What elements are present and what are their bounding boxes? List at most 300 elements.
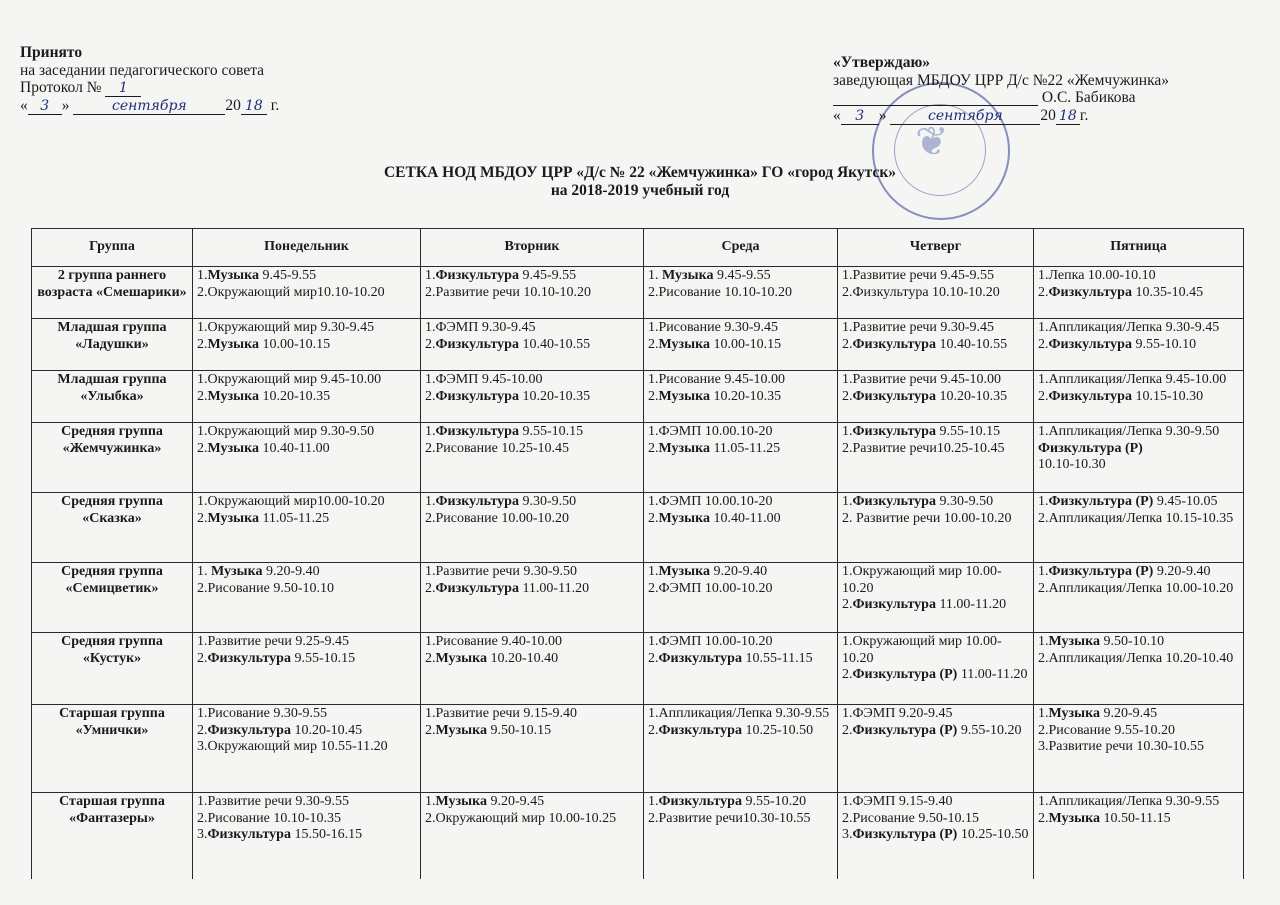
document-title: [0, 164, 1280, 200]
activity-text: 1.: [425, 494, 436, 509]
schedule-cell-thursday: [838, 793, 1034, 879]
activity-line: [425, 794, 639, 811]
activity-text: 10.40-10.55: [518, 336, 591, 352]
header-thursday: Четверг: [838, 229, 1034, 267]
head-name: О.С. Бабикова: [1041, 89, 1136, 106]
activity-text: 1.: [648, 794, 659, 809]
activity-text: 10.20-10.45: [290, 722, 363, 738]
activity-text: 1.ФЭМП 10.00-10.20: [648, 634, 773, 649]
activity-line: [1038, 651, 1239, 668]
activity-text: 9.45-10.05: [1153, 494, 1218, 509]
activity-name-bold: Музыка: [1048, 810, 1100, 826]
activity-text: 9.45-9.55: [713, 268, 771, 283]
activity-line: [842, 268, 1029, 285]
activity-name-bold: Физкультура (Р): [1048, 494, 1154, 509]
table-body: [32, 267, 1244, 879]
activity-name-bold: Музыка: [211, 564, 263, 579]
activity-line: [842, 389, 1029, 406]
activity-text: 2.: [648, 510, 659, 526]
activity-text: 9.55-10.20: [957, 722, 1022, 738]
activity-line: [1038, 337, 1239, 354]
activity-text: 1.ФЭМП 10.00.10-20: [648, 424, 773, 439]
activity-text: 2.: [1038, 284, 1049, 300]
activity-name-bold: Физкультура: [658, 650, 742, 666]
activity-line: [425, 651, 639, 668]
approve-date-year: 18: [1056, 109, 1080, 125]
activity-text: 2.Развитие речи10.30-10.55: [648, 810, 811, 826]
activity-text: 2.Аппликация/Лепка 10.15-10.35: [1038, 510, 1234, 526]
schedule-cell-monday: [193, 563, 421, 633]
activity-line: [197, 424, 416, 441]
activity-text: 1.Окружающий мир 10.00-10.20: [842, 634, 1002, 666]
activity-text: 3.Окружающий мир 10.55-11.20: [197, 739, 388, 754]
activity-name-bold: Физкультура: [435, 388, 519, 404]
activity-line: [1038, 424, 1239, 441]
activity-text: 1.Развитие речи 9.25-9.45: [197, 634, 350, 649]
activity-text: 2.: [1038, 336, 1049, 352]
activity-name-bold: Физкультура: [207, 827, 291, 842]
activity-line: [842, 706, 1029, 723]
activity-line: [842, 811, 1029, 828]
approve-date-day: 3: [841, 109, 879, 125]
table-row: [32, 793, 1244, 879]
left-approval-block: [20, 44, 279, 115]
activity-line: [197, 268, 416, 285]
schedule-cell-friday: [1034, 563, 1244, 633]
approval-title: Принято: [20, 44, 83, 61]
header-tuesday: Вторник: [421, 229, 644, 267]
activity-name-bold: Музыка: [1048, 706, 1100, 721]
activity-name-bold: Музыка: [207, 336, 259, 352]
activity-name-bold: Музыка: [658, 336, 710, 352]
activity-name-bold: Музыка: [207, 510, 259, 526]
activity-name-bold: Музыка: [658, 564, 710, 579]
activity-line: [197, 581, 416, 598]
activity-line: [425, 320, 639, 337]
activity-line: [648, 634, 833, 651]
activity-text: 1.Окружающий мир 10.00-10.20: [842, 564, 1002, 596]
schedule-cell-tuesday: [421, 563, 644, 633]
activity-name-bold: Физкультура: [852, 494, 936, 509]
activity-line: [197, 651, 416, 668]
activity-text: 1.: [425, 268, 436, 283]
activity-name-bold: Физкультура (Р): [1038, 440, 1143, 456]
activity-line: [1038, 706, 1239, 723]
activity-text: 11.00-11.20: [957, 667, 1028, 682]
activity-text: 1.Аппликация/Лепка 9.30-9.50: [1038, 424, 1220, 439]
activity-name-bold: Физкультура: [435, 494, 519, 509]
activity-text: 10.40-11.00: [709, 510, 781, 526]
activity-text: 10.20-10.35: [709, 388, 782, 404]
schedule-cell-wednesday: [644, 793, 838, 879]
activity-line: [425, 581, 639, 598]
activity-text: 3.: [842, 827, 853, 842]
activity-name-bold: Физкультура (Р): [852, 722, 958, 738]
activity-text: 1.: [1038, 564, 1049, 579]
activity-name-bold: Музыка: [207, 268, 259, 283]
activity-text: 10.50-11.15: [1099, 810, 1171, 826]
schedule-cell-thursday: [838, 493, 1034, 563]
activity-text: 1.: [648, 268, 662, 283]
header-friday: Пятница: [1034, 229, 1244, 267]
schedule-cell-friday: [1034, 267, 1244, 319]
schedule-cell-wednesday: [644, 267, 838, 319]
schedule-cell-thursday: [838, 319, 1034, 371]
protocol-number: 1: [105, 81, 141, 97]
activity-line: [197, 706, 416, 723]
schedule-cell-tuesday: [421, 633, 644, 705]
activity-text: 3.: [197, 827, 208, 842]
activity-text: 2.Аппликация/Лепка 10.20-10.40: [1038, 650, 1234, 666]
activity-text: 1.Окружающий мир 9.45-10.00: [197, 372, 382, 387]
activity-text: 9.45-9.55: [258, 268, 317, 283]
activity-text: 2.: [1038, 810, 1049, 826]
schedule-cell-tuesday: [421, 493, 644, 563]
activity-text: 2.Физкультура 10.10-10.20: [842, 284, 1000, 300]
activity-text: 10.10-10.30: [1038, 457, 1106, 472]
activity-name-bold: Музыка: [1048, 634, 1100, 649]
activity-text: 9.20-9.45: [486, 794, 545, 809]
activity-text: 1.Окружающий мир 9.30-9.50: [197, 424, 375, 439]
activity-line: [1038, 268, 1239, 285]
schedule-cell-thursday: [838, 423, 1034, 493]
activity-text: 10.55-11.15: [741, 650, 813, 666]
activity-text: 2.Рисование 10.10-10.35: [197, 810, 341, 826]
activity-line: [648, 564, 833, 581]
schedule-cell-tuesday: [421, 319, 644, 371]
approve-date-line: « 3 » сентября 20 18 г.: [833, 106, 1089, 124]
activity-text: 1.: [842, 424, 853, 439]
activity-text: 1.ФЭМП 9.20-9.45: [842, 706, 953, 721]
year-prefix: 20: [225, 97, 241, 114]
activity-text: 2.Окружающий мир10.10-10.20: [197, 284, 385, 300]
activity-name-bold: Музыка: [435, 722, 487, 738]
approve-date-month: сентября: [890, 109, 1040, 125]
activity-text: 9.30-9.50: [935, 494, 994, 509]
activity-name-bold: Музыка: [435, 794, 487, 809]
activity-text: 2.: [197, 510, 208, 526]
activity-text: 1.: [1038, 706, 1049, 721]
activity-text: 2. Развитие речи 10.00-10.20: [842, 510, 1012, 526]
activity-line: [1038, 739, 1239, 756]
activity-line: [648, 811, 833, 828]
activity-text: 2.Рисование 10.25-10.45: [425, 440, 569, 456]
schedule-cell-friday: [1034, 493, 1244, 563]
activity-text: 10.25-10.50: [957, 827, 1029, 842]
activity-text: 2.: [425, 388, 436, 404]
activity-line: [1038, 389, 1239, 406]
table-header-row: [32, 229, 1244, 267]
activity-name-bold: Физкультура (Р): [852, 827, 958, 842]
protocol-line: [20, 79, 279, 97]
activity-line: [197, 441, 416, 458]
activity-text: 2.: [842, 667, 853, 682]
activity-text: 10.40-10.55: [935, 336, 1008, 352]
table-row: [32, 423, 1244, 493]
activity-name-bold: Физкультура: [852, 388, 936, 404]
activity-text: 1.Аппликация/Лепка 9.30-9.55: [648, 706, 830, 721]
schedule-cell-tuesday: [421, 793, 644, 879]
activity-text: 10.00-10.15: [709, 336, 782, 352]
activity-line: [842, 372, 1029, 389]
activity-name-bold: Физкультура: [435, 580, 519, 596]
activity-line: [425, 564, 639, 581]
activity-line: [197, 827, 416, 844]
activity-line: [1038, 634, 1239, 651]
activity-text: 10.20-10.35: [935, 388, 1008, 404]
header-wednesday: Среда: [644, 229, 838, 267]
activity-text: 9.20-9.40: [709, 564, 768, 579]
activity-text: 9.30-9.50: [518, 494, 577, 509]
activity-name-bold: Музыка: [662, 268, 714, 283]
activity-name-bold: Физкультура: [658, 794, 742, 809]
activity-line: [648, 424, 833, 441]
activity-text: 11.05-11.25: [258, 510, 330, 526]
date-day: 3: [28, 99, 62, 115]
activity-text: 1.Аппликация/Лепка 9.45-10.00: [1038, 372, 1227, 387]
activity-line: [842, 634, 1029, 667]
activity-line: [197, 794, 416, 811]
schedule-cell-thursday: [838, 705, 1034, 793]
activity-name-bold: Физкультура: [1048, 336, 1132, 352]
activity-text: 2.: [648, 650, 659, 666]
activity-text: 2.: [1038, 388, 1049, 404]
activity-name-bold: Физкультура: [1048, 284, 1132, 300]
activity-line: [842, 285, 1029, 302]
activity-line: [197, 372, 416, 389]
schedule-cell-tuesday: [421, 267, 644, 319]
date-month: сентября: [73, 99, 225, 115]
activity-text: 2.: [425, 336, 436, 352]
activity-text: 2.Окружающий мир 10.00-10.25: [425, 810, 617, 826]
schedule-cell-wednesday: [644, 493, 838, 563]
activity-text: 9.20-9.45: [1099, 706, 1158, 721]
activity-text: 1.ФЭМП 9.45-10.00: [425, 372, 543, 387]
activity-line: [648, 651, 833, 668]
activity-name-bold: Физкультура: [1048, 388, 1132, 404]
activity-text: 2.: [197, 440, 208, 456]
schedule-cell-monday: [193, 371, 421, 423]
activity-text: 1.Развитие речи 9.30-9.55: [197, 794, 350, 809]
activity-text: 1.Рисование 9.45-10.00: [648, 372, 785, 387]
activity-line: [648, 511, 833, 528]
group-name-cell: Старшая группа «Умнички»: [32, 705, 193, 793]
activity-text: 2.Рисование 10.10-10.20: [648, 284, 792, 300]
activity-text: 9.55-10.15: [935, 424, 1001, 439]
activity-text: 2.: [842, 336, 853, 352]
schedule-cell-friday: [1034, 633, 1244, 705]
activity-name-bold: Физкультура: [852, 597, 936, 612]
group-name-cell: Средняя группа «Жемчужинка»: [32, 423, 193, 493]
activity-line: [842, 723, 1029, 740]
activity-text: 1.: [648, 564, 659, 579]
activity-text: 9.20-9.40: [1153, 564, 1211, 579]
activity-line: [648, 723, 833, 740]
activity-text: 3.Развитие речи 10.30-10.55: [1038, 739, 1205, 754]
activity-text: 2.: [842, 388, 853, 404]
table-row: [32, 563, 1244, 633]
schedule-cell-friday: [1034, 423, 1244, 493]
activity-text: 1.Лепка 10.00-10.10: [1038, 268, 1156, 283]
group-name-cell: Средняя группа «Кустук»: [32, 633, 193, 705]
right-approval-block: [833, 54, 1169, 125]
schedule-cell-thursday: [838, 267, 1034, 319]
activity-line: [425, 389, 639, 406]
activity-text: 11.00-11.20: [935, 597, 1007, 612]
activity-text: 1.Рисование 9.40-10.00: [425, 634, 562, 649]
activity-text: 1.Окружающий мир10.00-10.20: [197, 494, 385, 509]
activity-text: 2.: [648, 388, 659, 404]
activity-line: [197, 511, 416, 528]
activity-line: [197, 723, 416, 740]
schedule-cell-wednesday: [644, 371, 838, 423]
activity-line: [1038, 564, 1239, 581]
schedule-cell-friday: [1034, 705, 1244, 793]
activity-text: 10.20-10.40: [486, 650, 559, 666]
header-monday: Понедельник: [193, 229, 421, 267]
activity-text: 9.50-10.15: [486, 722, 552, 738]
activity-name-bold: Физкультура: [435, 268, 519, 283]
activity-line: [425, 634, 639, 651]
schedule-cell-thursday: [838, 633, 1034, 705]
activity-text: 1.Окружающий мир 9.30-9.45: [197, 320, 375, 335]
schedule-cell-monday: [193, 319, 421, 371]
schedule-table: [31, 228, 1244, 879]
activity-text: 9.55-10.15: [518, 424, 584, 439]
activity-line: [197, 739, 416, 756]
activity-line: [648, 441, 833, 458]
activity-line: [1038, 794, 1239, 811]
council-line: на заседании педагогического совета: [20, 61, 265, 79]
activity-text: 2.: [197, 722, 208, 738]
activity-text: 2.: [197, 650, 208, 666]
activity-line: [425, 424, 639, 441]
activity-name-bold: Музыка: [435, 650, 487, 666]
activity-text: 9.20-9.40: [262, 564, 320, 579]
activity-text: 9.55-10.20: [741, 794, 807, 809]
activity-line: [842, 320, 1029, 337]
activity-text: 1.: [425, 794, 436, 809]
activity-line: [197, 634, 416, 651]
activity-line: [1038, 285, 1239, 302]
group-name-cell: Средняя группа «Семицветик»: [32, 563, 193, 633]
activity-line: [1038, 457, 1239, 474]
activity-line: [425, 441, 639, 458]
activity-text: 1.ФЭМП 9.15-9.40: [842, 794, 953, 809]
activity-name-bold: Физкультура: [435, 424, 519, 439]
activity-name-bold: Музыка: [207, 388, 259, 404]
activity-text: 2.: [425, 722, 436, 738]
activity-name-bold: Физкультура: [852, 424, 936, 439]
activity-text: 1.ФЭМП 10.00.10-20: [648, 494, 773, 509]
activity-line: [1038, 723, 1239, 740]
activity-text: 11.00-11.20: [518, 580, 590, 596]
head-line: заведующая МБДОУ ЦРР Д/с №22 «Жемчужинка»: [833, 71, 1169, 89]
schedule-cell-friday: [1034, 319, 1244, 371]
activity-line: [425, 811, 639, 828]
table-row: [32, 633, 1244, 705]
activity-name-bold: Физкультура: [207, 650, 291, 666]
activity-line: [197, 320, 416, 337]
schedule-cell-tuesday: [421, 423, 644, 493]
activity-text: 10.15-10.30: [1131, 388, 1204, 404]
activity-line: [425, 372, 639, 389]
table-row: [32, 319, 1244, 371]
activity-name-bold: Физкультура (Р): [1048, 564, 1154, 579]
activity-line: [648, 706, 833, 723]
activity-line: [1038, 581, 1239, 598]
activity-name-bold: Музыка: [658, 388, 710, 404]
activity-text: 1.Развитие речи 9.45-10.00: [842, 372, 1002, 387]
activity-line: [648, 389, 833, 406]
activity-text: 1.Развитие речи 9.30-9.45: [842, 320, 995, 335]
activity-text: 1.: [425, 424, 436, 439]
activity-text: 9.45-9.55: [518, 268, 577, 283]
activity-line: [842, 827, 1029, 844]
emblem-icon: ❦: [915, 119, 949, 164]
schedule-cell-tuesday: [421, 371, 644, 423]
activity-line: [1038, 372, 1239, 389]
activity-line: [648, 372, 833, 389]
activity-line: [197, 389, 416, 406]
activity-text: 2.Рисование 9.50-10.10: [197, 580, 334, 596]
activity-text: 9.50-10.10: [1099, 634, 1165, 649]
activity-line: [1038, 494, 1239, 511]
activity-text: 9.55-10.15: [290, 650, 356, 666]
activity-text: 2.Рисование 9.50-10.15: [842, 810, 979, 826]
group-name-cell: Младшая группа «Ладушки»: [32, 319, 193, 371]
group-name-cell: Средняя группа «Сказка»: [32, 493, 193, 563]
schedule-cell-tuesday: [421, 705, 644, 793]
activity-text: 1.: [842, 494, 853, 509]
activity-name-bold: Физкультура: [207, 722, 291, 738]
activity-name-bold: Физкультура: [852, 336, 936, 352]
schedule-cell-wednesday: [644, 705, 838, 793]
activity-line: [648, 581, 833, 598]
activity-text: 2.: [648, 336, 659, 352]
activity-text: 2.: [842, 722, 853, 738]
activity-text: 2.: [425, 650, 436, 666]
activity-text: 2.Рисование 10.00-10.20: [425, 510, 569, 526]
table-row: [32, 705, 1244, 793]
schedule-cell-monday: [193, 423, 421, 493]
activity-text: 10.20-10.35: [518, 388, 591, 404]
activity-line: [648, 337, 833, 354]
activity-line: [425, 337, 639, 354]
activity-text: 2.Развитие речи10.25-10.45: [842, 440, 1005, 456]
schedule-cell-monday: [193, 705, 421, 793]
schedule-cell-thursday: [838, 371, 1034, 423]
activity-text: 2.Рисование 9.55-10.20: [1038, 722, 1175, 738]
activity-line: [648, 268, 833, 285]
table-row: [32, 371, 1244, 423]
activity-line: [842, 564, 1029, 597]
activity-text: 1.Рисование 9.30-9.55: [197, 706, 327, 721]
signature-blank: [833, 90, 1038, 106]
activity-line: [648, 494, 833, 511]
schedule-cell-wednesday: [644, 423, 838, 493]
activity-line: [197, 564, 416, 581]
activity-text: 2.: [648, 440, 659, 456]
activity-text: 10.40-11.00: [258, 440, 330, 456]
activity-line: [1038, 511, 1239, 528]
activity-line: [425, 706, 639, 723]
activity-text: 2.: [842, 597, 853, 612]
schedule-cell-wednesday: [644, 633, 838, 705]
approve-year-prefix: 20: [1040, 106, 1056, 124]
year-suffix: г.: [270, 97, 280, 114]
activity-line: [648, 794, 833, 811]
